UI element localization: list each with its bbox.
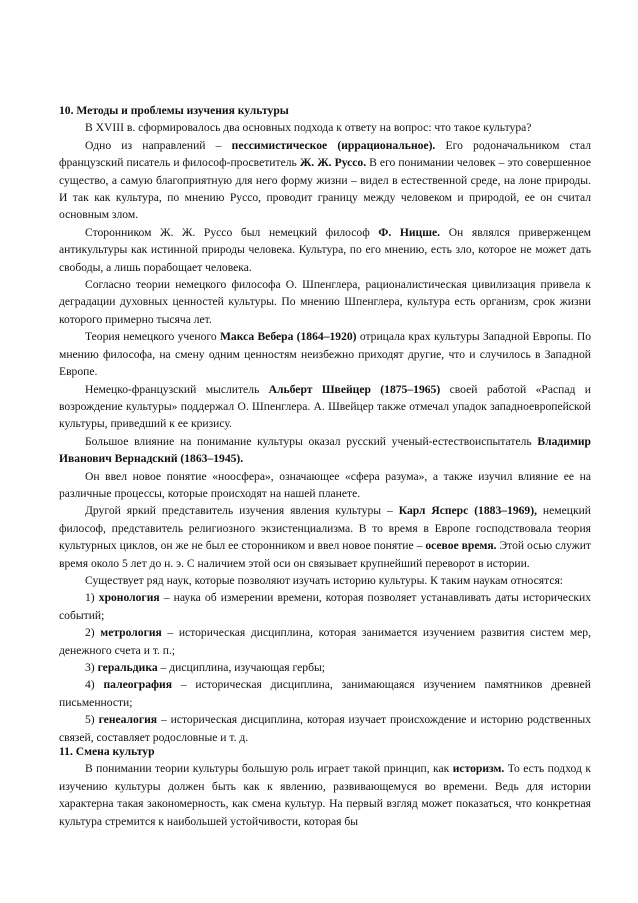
text-run: – историческая дисциплина, которая занимается изучением развития систем мер, денежного счета и т. п.; [59, 626, 592, 657]
text-run: своей работой «Распад и возрождение культуры» поддержал О. Шпенглера. А. Швейцер также отмечал упадок западноевропейской культуры, приведший к ее кризису. [59, 382, 591, 431]
text-run: – историческая дисциплина, которая изучает происхождение и историю родственных связей, составляет родословные и т. д. [59, 713, 591, 744]
text-run: Его родоначальником стал французский писатель и философ-просветитель [59, 138, 591, 170]
text-run: Теория немецкого ученого [85, 330, 220, 344]
section-title: 11. Смена культур [59, 745, 155, 758]
section-title: 10. Методы и проблемы изучения культуры [59, 104, 289, 117]
bold-term: палеография [103, 678, 172, 692]
text-run: В его понимании человек – это совершенное существо, а самую благоприятную для него форму жизни – видел в естественной среде, на лоне природы. И так как культура, по мнению Руссо, проводит границу между человеком и природой, ее он считал основным злом. [59, 156, 591, 222]
list-number: 1) [85, 591, 99, 605]
list-number: 4) [85, 678, 104, 692]
text-run: – историческая дисциплина, занимающаяся изучением памятников древней письменности; [59, 678, 591, 709]
list-item [59, 676, 591, 711]
list-item [59, 624, 591, 659]
list-item [59, 711, 591, 746]
bold-term: хронология [98, 591, 160, 605]
text-run: То есть подход к изучению культуры должен быть как к явлению, развивающемуся во времени. Ведь для истории характерна такая закономерность, как смена культур. На первый взгляд может показаться, что конкретная культура стремится к наибольшей устойчивости, которая бы [59, 762, 591, 828]
paragraph [59, 381, 591, 433]
text-run: Большое влияние на понимание культуры оказал русский ученый-естествоиспытатель [85, 434, 538, 448]
list-item [59, 589, 591, 624]
section-11 [59, 743, 591, 830]
bold-term: Карл Ясперс (1883–1969), [398, 504, 537, 518]
bold-term: Ф. Ницше. [378, 225, 441, 239]
paragraph: Существует ряд наук, которые позволяют изучать историю культуры. К таким наукам относятся: [85, 573, 564, 587]
text-run: Немецко-французский мыслитель [85, 382, 269, 396]
bold-term: Ж. Ж. Руссо. [299, 156, 367, 170]
paragraph: Согласно теории немецкого философа О. Шпенглера, рационалистическая цивилизация привела к деградации духовных ценностей культуры. По мнению Шпенглера, культура есть организм, срок жизни которого примерно тысяча лет. [59, 278, 591, 326]
bold-term: метрология [100, 626, 162, 640]
bold-term: Макса Вебера (1864–1920) [219, 330, 357, 344]
bold-term: геральдика [97, 661, 158, 674]
text-run: – дисциплина, изучающая гербы; [157, 661, 325, 674]
paragraph [59, 760, 591, 830]
paragraph: Он ввел новое понятие «ноосфера», означающее «сфера разума», а также изучил влияние ее на различные процессы, которые происходят на нашей планете. [59, 469, 591, 500]
list-number: 2) [85, 626, 101, 640]
science-list [59, 589, 591, 746]
bold-term: осевое время. [425, 539, 497, 553]
text-run: Другой яркий представитель изучения явления культуры – [85, 504, 399, 518]
text-run: отрицала крах культуры Западной Европы. По мнению философа, на смену одним ценностям неизбежно приходят другие, что и случилось в Западной Европе. [59, 330, 591, 379]
bold-term: пессимистическое (иррациональное). [231, 138, 436, 152]
text-run: Он являлся приверженцем антикультуры как истинной природы человека. Культура, по его мнению, есть зло, которое не может дать свободы, а лишь порабощает человека. [59, 225, 592, 274]
text-run: Одно из направлений – [85, 138, 232, 152]
paragraph: В XVIII в. сформировалось два основных подхода к ответу на вопрос: что такое культура? [85, 121, 532, 135]
text-run: – наука об измерении времени, которая позволяет устанавливать даты исторических событий; [59, 591, 591, 622]
paragraph [59, 224, 591, 276]
paragraph [59, 502, 591, 572]
text-run: Сторонником Ж. Ж. Руссо был немецкий философ [85, 225, 379, 239]
bold-term: Владимир Иванович Вернадский (1863–1945). [59, 434, 591, 466]
text-run: В понимании теории культуры большую роль играет такой принцип, как [85, 762, 453, 776]
paragraph [59, 433, 591, 468]
bold-term: историзм. [452, 762, 505, 776]
section-10 [59, 102, 591, 746]
bold-term: Альберт Швейцер (1875–1965) [268, 382, 441, 396]
list-number: 3) [85, 661, 98, 674]
paragraph [59, 328, 591, 380]
list-item [59, 659, 591, 676]
bold-term: генеалогия [98, 713, 158, 727]
paragraph [59, 137, 591, 224]
text-run: Этой осью служит время около 5 лет до н. э. С наличием этой оси он связывает крупнейший переворот в истории. [59, 539, 591, 570]
list-number: 5) [85, 713, 99, 727]
text-run: немецкий философ, представитель религиозного экзистенциализма. В то время в Европе господствовала теория культурных циклов, он же не был ее сторонником и ввел новое понятие – [59, 504, 591, 553]
